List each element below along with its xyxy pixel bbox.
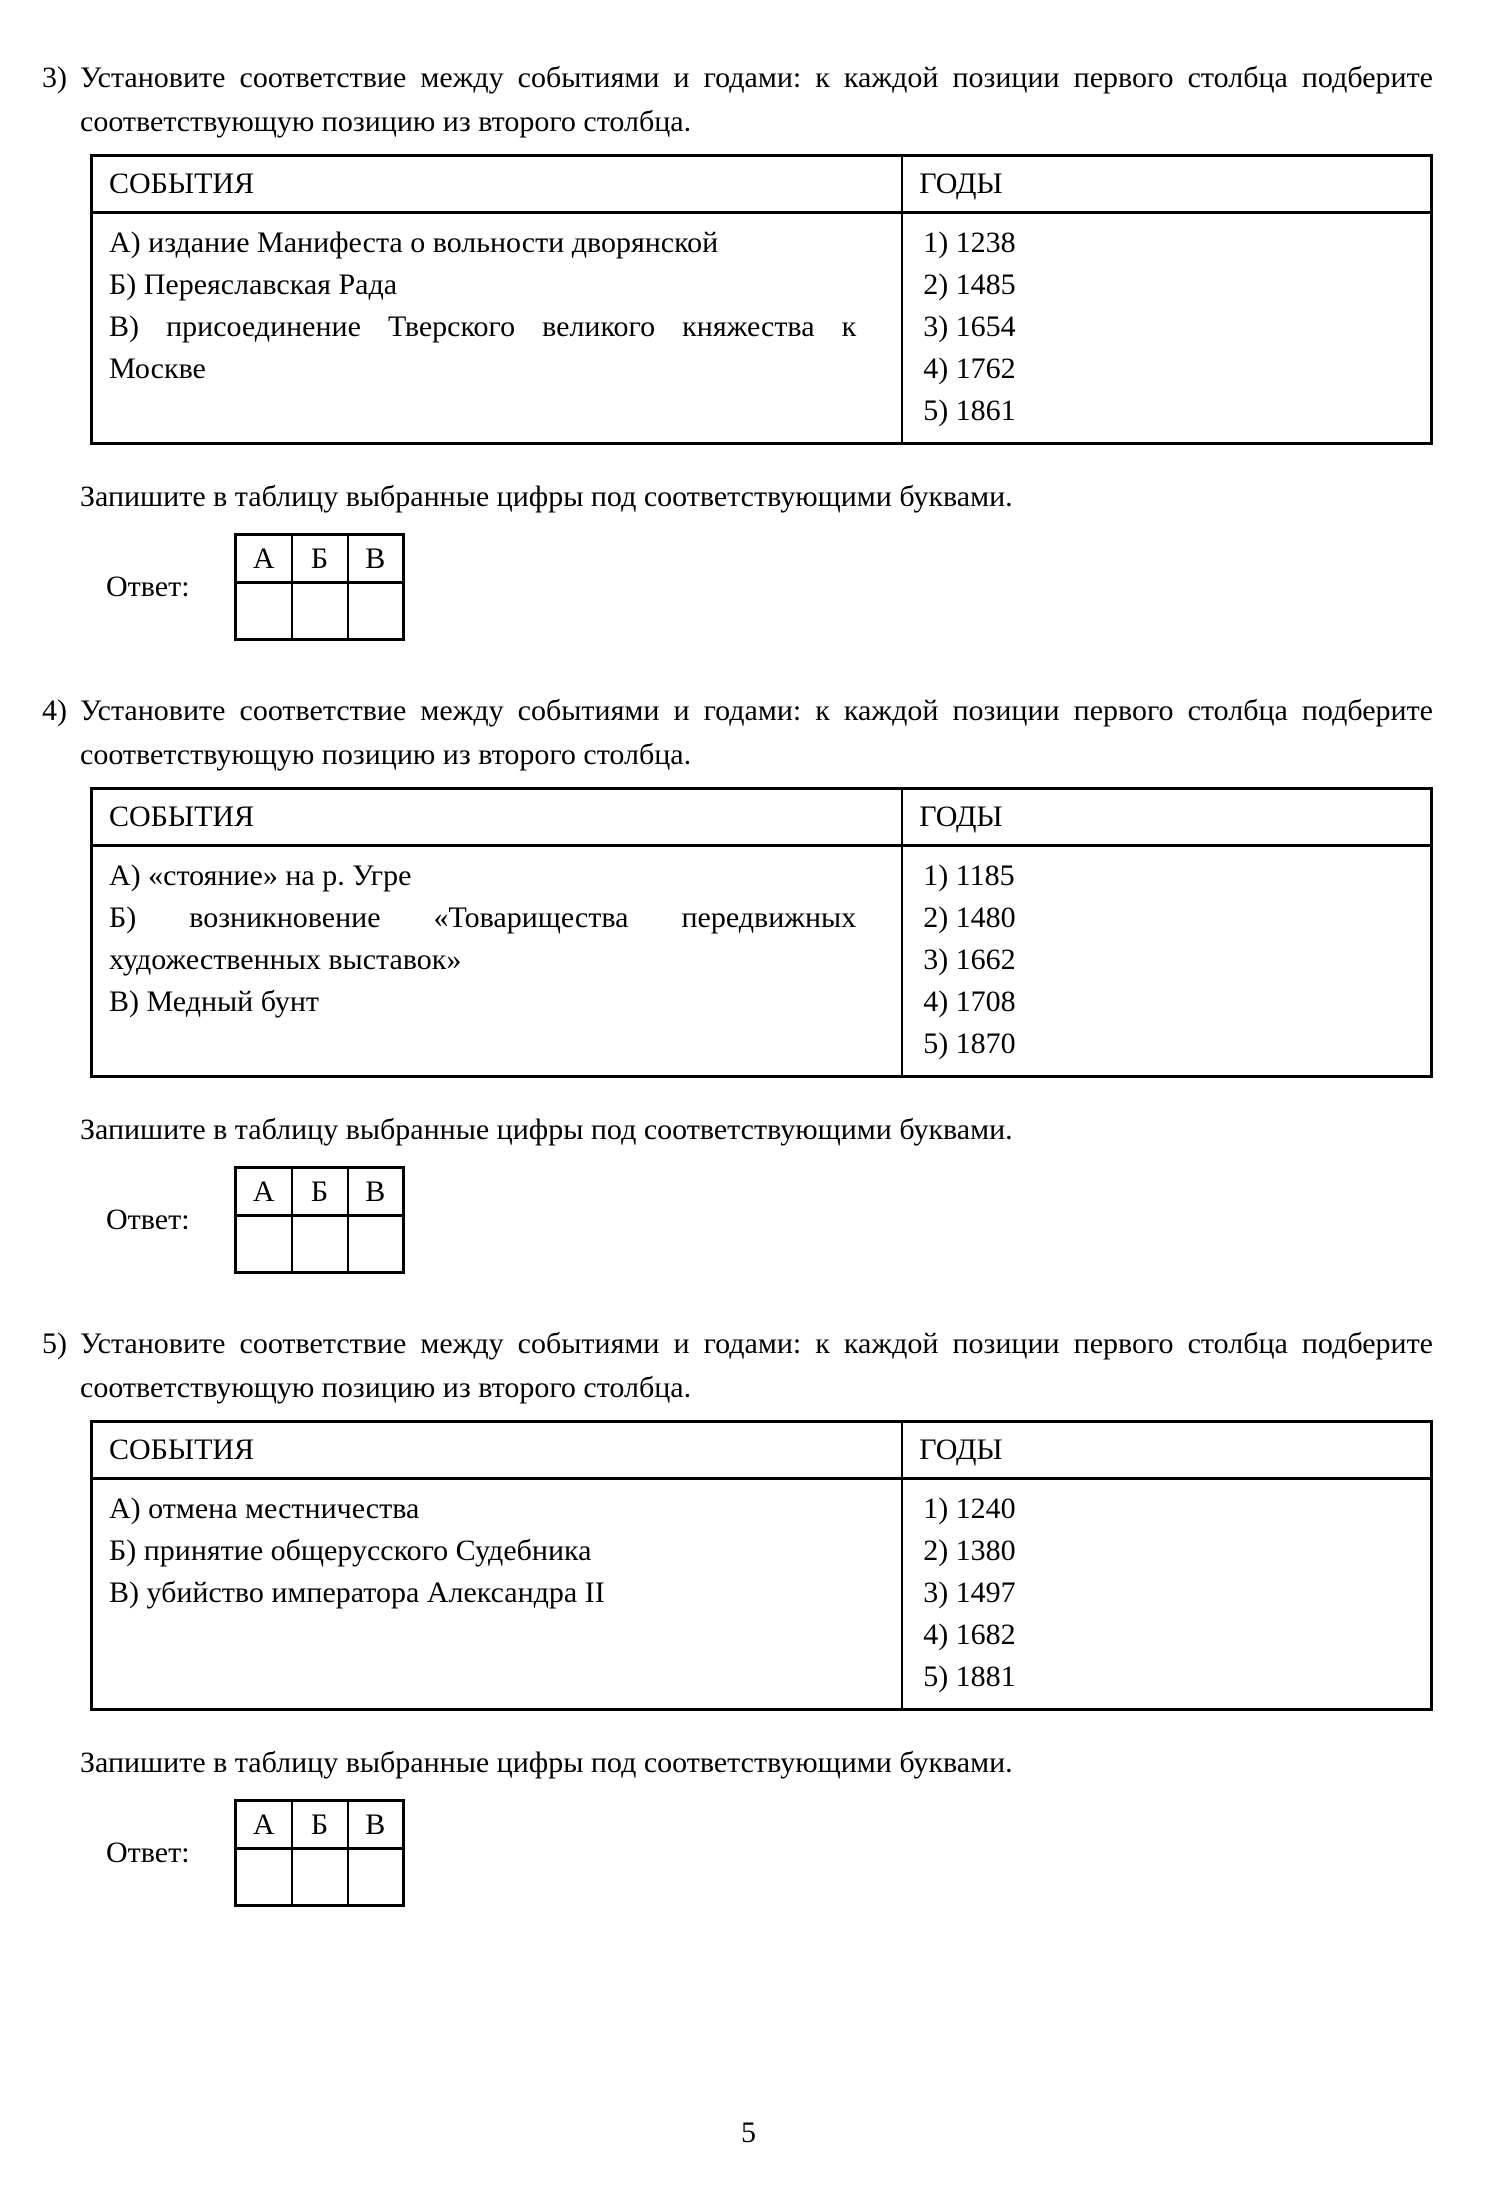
- answer-header-a: А: [236, 1801, 292, 1849]
- answer-header-v: В: [348, 1168, 404, 1216]
- year-item-4: 4) 1708: [923, 985, 1016, 1018]
- events-cell: [92, 846, 903, 1077]
- events-cell: [92, 213, 903, 444]
- event-item-a: А) «стояние» на р. Угре: [109, 859, 412, 892]
- year-item-3: 3) 1654: [923, 310, 1016, 343]
- year-item-4: 4) 1762: [923, 352, 1016, 385]
- year-item-1: 1) 1185: [923, 859, 1015, 892]
- years-cell: [902, 213, 1431, 444]
- year-item-1: 1) 1240: [923, 1492, 1016, 1525]
- event-item-v: В) присоединение Тверского великого княжества к Москве: [109, 310, 857, 385]
- year-item-3: 3) 1497: [923, 1576, 1016, 1609]
- answer-table: [234, 1166, 405, 1274]
- question-prompt-text: Установите соответствие между событиями и годами: к каждой позиции первого столбца подберите соответствующую позицию из второго столбца.: [80, 694, 1433, 771]
- years-header: ГОДЫ: [902, 1422, 1431, 1479]
- years-cell: [902, 846, 1431, 1077]
- question-3: [42, 56, 1433, 641]
- answer-header-v: В: [348, 535, 404, 583]
- write-note: Запишите в таблицу выбранные цифры под соответствующими буквами.: [80, 1746, 1013, 1779]
- question-4: [42, 689, 1433, 1274]
- year-item-5: 5) 1861: [923, 394, 1016, 427]
- answer-header-a: А: [236, 535, 292, 583]
- answer-header-b: Б: [292, 1801, 348, 1849]
- answer-cell-v: [348, 1849, 404, 1906]
- question-number: 5): [42, 1327, 67, 1360]
- answer-cell-b: [292, 1849, 348, 1906]
- question-prompt-text: Установите соответствие между событиями и годами: к каждой позиции первого столбца подберите соответствующую позицию из второго столбца.: [80, 1327, 1433, 1404]
- event-item-b: Б) Переяславская Рада: [109, 268, 398, 301]
- event-item-b: Б) возникновение «Товарищества передвижных художественных выставок»: [109, 901, 857, 976]
- question-5: [42, 1322, 1433, 1907]
- events-cell: [92, 1479, 903, 1710]
- event-item-b: Б) принятие общерусского Судебника: [109, 1534, 592, 1567]
- answer-table: [234, 533, 405, 641]
- year-item-1: 1) 1238: [923, 226, 1016, 259]
- years-header: ГОДЫ: [902, 156, 1431, 213]
- match-table: [90, 154, 1433, 445]
- year-item-2: 2) 1480: [923, 901, 1016, 934]
- year-item-2: 2) 1380: [923, 1534, 1016, 1567]
- write-note: Запишите в таблицу выбранные цифры под соответствующими буквами.: [80, 1113, 1013, 1146]
- answer-cell-a: [236, 583, 292, 640]
- question-number: 3): [42, 61, 67, 94]
- years-cell: [902, 1479, 1431, 1710]
- answer-label: Ответ:: [106, 570, 190, 603]
- year-item-3: 3) 1662: [923, 943, 1016, 976]
- event-item-a: А) издание Манифеста о вольности дворянской: [109, 226, 719, 259]
- event-item-a: А) отмена местничества: [109, 1492, 420, 1525]
- answer-cell-a: [236, 1216, 292, 1273]
- year-item-5: 5) 1870: [923, 1027, 1016, 1060]
- event-item-v: В) убийство императора Александра II: [109, 1576, 605, 1609]
- events-header: СОБЫТИЯ: [92, 1422, 903, 1479]
- year-item-2: 2) 1485: [923, 268, 1016, 301]
- answer-cell-v: [348, 1216, 404, 1273]
- write-note: Запишите в таблицу выбранные цифры под соответствующими буквами.: [80, 480, 1013, 513]
- question-prompt-text: Установите соответствие между событиями и годами: к каждой позиции первого столбца подберите соответствующую позицию из второго столбца.: [80, 61, 1433, 138]
- years-header: ГОДЫ: [902, 789, 1431, 846]
- question-prompt: [42, 1322, 1433, 1410]
- answer-block: [106, 1799, 1433, 1907]
- answer-header-v: В: [348, 1801, 404, 1849]
- answer-cell-b: [292, 583, 348, 640]
- answer-cell-a: [236, 1849, 292, 1906]
- answer-cell-b: [292, 1216, 348, 1273]
- match-table: [90, 1420, 1433, 1711]
- events-header: СОБЫТИЯ: [92, 156, 903, 213]
- match-table: [90, 787, 1433, 1078]
- answer-label: Ответ:: [106, 1203, 190, 1236]
- answer-header-a: А: [236, 1168, 292, 1216]
- answer-cell-v: [348, 583, 404, 640]
- event-item-v: В) Медный бунт: [109, 985, 320, 1018]
- page-number: 5: [741, 2116, 756, 2149]
- question-prompt: [42, 689, 1433, 777]
- answer-label: Ответ:: [106, 1836, 190, 1869]
- answer-block: [106, 1166, 1433, 1274]
- question-number: 4): [42, 694, 67, 727]
- year-item-5: 5) 1881: [923, 1660, 1016, 1693]
- answer-block: [106, 533, 1433, 641]
- answer-header-b: Б: [292, 535, 348, 583]
- events-header: СОБЫТИЯ: [92, 789, 903, 846]
- year-item-4: 4) 1682: [923, 1618, 1016, 1651]
- answer-header-b: Б: [292, 1168, 348, 1216]
- question-prompt: [42, 56, 1433, 144]
- answer-table: [234, 1799, 405, 1907]
